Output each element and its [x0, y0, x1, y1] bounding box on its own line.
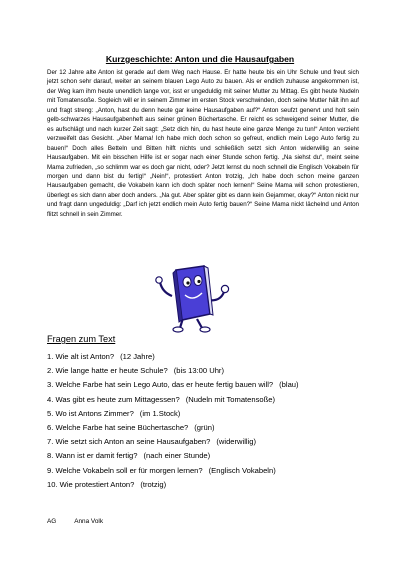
question-item: 7. Wie setzt sich Anton an seine Hausaufgaben? (widerwillig)	[47, 437, 257, 447]
question-item: 9. Welche Vokabeln soll er für morgen lernen? (Englisch Vokabeln)	[47, 465, 276, 475]
story-title: Kurzgeschichte: Anton und die Hausaufgaben	[105, 54, 295, 64]
footer	[47, 518, 103, 525]
question-item: 8. Wann ist er damit fertig? (nach einer Stunde)	[47, 451, 211, 461]
question-item: 5. Wo ist Antons Zimmer? (im 1.Stock)	[47, 408, 181, 418]
question-item: 2. Wie lange hatte er heute Schule? (bis 13:00 Uhr)	[47, 366, 224, 376]
footer-author: Anna Volk	[74, 518, 104, 525]
question-item: 4. Was gibt es heute zum Mittagessen? (Nudeln mit Tomatensoße)	[47, 394, 276, 404]
footer-initials: AG	[47, 518, 57, 525]
question-item: 10. Wie protestiert Anton? (trotzig)	[47, 479, 167, 489]
questions-heading: Fragen zum Text	[47, 334, 116, 344]
story-text: Der 12 Jahre alte Anton ist gerade auf dem Weg nach Hause. Er hatte heute bis ein Uhr Schule und freut sich jetzt schon sehr darauf, weiter an seinem blauen Lego Auto zu bauen. Als er endlich zuhause angekommen ist, der Weg kam ihm heute unendlich lange vor, isst er ungeduldig mit seiner Mutter zu Mittag. Es gibt heute Nudeln mit Tomatensoße. Sogleich will er in seinem Zimmer im ersten Stock verschwinden, doch seine Mutter hält ihn auf und fragt streng: „Anton, hast du denn heute gar keine Hausaufgaben auf?“ Anton seufzt genervt und holt sein gelb-schwarzes Hausaufgabenheft aus seiner grünen Büchertasche. Er reicht es schweigend seiner Mutter, die es aufschlägt und nach kurzer Zeit sagt: „Setz dich hin, du hast heute eine ganze Menge zu tun!“ Anton verzieht verzweifelt das Gesicht. „Aber Mama! Ich habe mich doch schon so gefreut, endlich mein Lego Auto fertig zu bauen!“ Doch alles Betteln und Bitten hilft nichts und schließlich setzt sich Anton widerwillig an seine Hausaufgaben. Mit ein bisschen Hilfe ist er sogar nach einer Stunde schon fertig. „Na siehst du“, meint seine Mama zufrieden, „so schlimm war es doch gar nicht, oder? Jetzt lernst du noch schnell die Englisch Vokabeln für morgen und dann bist du fertig!“ „Nein!“, protestiert Anton trotzig, „Ich habe doch schon meine ganzen Hausaufgaben gemacht, die Vokabeln kann ich doch später noch lernen!“ Seine Mama will schon protestieren, überlegt es sich dann aber doch anders. „Na gut. Aber später gibt es dann kein Gejammer, okay?“ Anton nickt nur und fragt dann ungeduldig: „Darf ich jetzt endlich mein Auto fertig bauen?“ Seine Mama nickt lächelnd und Anton flitzt schnell in sein Zimmer.	[47, 69, 359, 218]
book-character-icon	[150, 262, 240, 334]
question-item: 6. Welche Farbe hat seine Büchertasche? (grün)	[47, 423, 215, 433]
question-item: 3. Welche Farbe hat sein Lego Auto, das er heute fertig bauen will? (blau)	[47, 380, 299, 390]
question-item: 1. Wie alt ist Anton? (12 Jahre)	[47, 352, 155, 361]
questions-list	[47, 350, 387, 492]
